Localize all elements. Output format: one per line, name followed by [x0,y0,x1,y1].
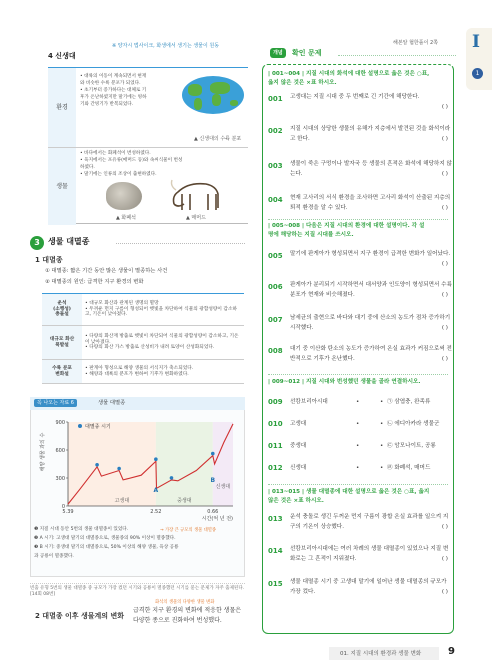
exam-footnote: 빈출 유형 5번의 생물 대멸종 중 규모가 가장 컸던 시기와 공룡이 멸종했던 시기를 묻는 문제가 자주 출제된다. [14회 08번] [30,583,245,597]
footer-chapter: 01. 지질 시대의 환경과 생물 변화 [340,651,422,657]
table-row [42,294,244,326]
graph-note: ❶ 지질 시대 동안 5번의 생물 대멸종이 있었다. [34,527,129,532]
paleozoic-band [68,422,156,506]
section2-title: 2 대멸종 이후 생물계의 변화 [35,612,125,620]
table-row [42,326,244,360]
y-tick-label: 600 [55,448,65,454]
extinction-point [154,457,158,461]
question-014: 014 선캄브리아시대에는 여러 차례의 생물 대멸종이 있었으나 지질 변화로는 그 흔적이 지워졌다. ( ) [268,546,449,562]
question-004: 004 현재 고사리의 서식 환경을 조사하면 고사리 화석이 산출된 지층의 퇴적 환경을 알 수 있다. ( ) [268,195,451,211]
world-map-image [182,76,244,114]
x-tick-label: 2.52 [150,509,162,515]
extinction-chart [38,414,243,524]
bullet: • 말기에는 인류의 조상이 출현하였다. [80,171,157,177]
y-tick-label: 300 [55,476,65,482]
cause-text: • 대규모 화산과 관계된 생명의 멸망 • 두꺼운 먼지 구름이 형성되어 햇빛을 차단하여 식물의 광합성량이 감소하고, 기온이 낮아졌다. [82,294,244,326]
env-bullets [80,74,178,108]
fossil1-caption: ▲ 화폐석 [116,215,136,221]
question-002: 002 지질 시대의 상당한 생물의 유해가 지층에서 발견된 것을 화석이라고 한다. ( ) [268,126,451,142]
question-001: 001 고생대는 지질 시대 중 두 번째로 긴 기간에 해당한다. ( ) [268,94,448,110]
graph-tag-bar [30,397,245,410]
bio-label: 생물 [48,148,76,225]
cenozoic-band [210,422,233,506]
section3-title: 생물 대멸종 [48,237,90,246]
section3-header [30,236,245,250]
chapter-roman: I [472,32,480,52]
bullet: • 육지에서는 포유류(매머드 등)와 속씨식물이 번성 [80,157,183,163]
cause-text: • 판게아 형성으로 해양 생물의 서식지가 축소되었다. • 해양과 대륙의 분포가 변하여 기후가 변화하였다. [82,360,244,384]
section3-number: 3 [30,236,44,250]
question-015: 015 생물 대멸종 시기 중 고생대 말기에 일어난 생물 대멸종의 규모가 가장 컸다. ( ) [268,579,448,595]
graph-note: 과 공룡이 멸종했다. [34,554,74,559]
bullet: 후가 온난하였지만 말기에는 빙하 [80,94,147,100]
check-title: 확인 문제 [292,49,322,57]
bio-bullets [80,151,245,179]
check-header [258,48,456,61]
cause-label: 수륙 분포 변화설 [42,360,82,384]
env-label: 환경 [48,68,76,147]
map-caption: ▲ 신생대의 수륙 분포 [194,136,242,142]
question-003: 003 생물이 죽은 구멍이나 발자국 등 생물의 흔적은 화석에 해당하지 않는다. ( ) [268,161,452,177]
definition-line: ① 대멸종: 짧은 기간 동안 많은 생물이 멸종하는 사건 [45,268,168,274]
mammoth-skeleton-image [168,178,228,214]
page-number: 9 [448,646,455,657]
bullet: 기와 간빙기가 반복되었다. [80,101,134,107]
era-label: 고생대 [114,498,130,504]
instruction-005-008: | 005~008 | 다음은 지질 시대의 환경에 대한 설명이다. 각 설 명에 해당하는 지질 시대를 쓰시오. [268,223,425,238]
question-013: 013 운석 충돌로 생긴 두꺼운 먼지 구름이 광합 온실 효과를 일으켜 지구의 기온이 상승했다. ( ) [268,514,449,530]
legend-label: 대멸종 시기 [85,424,111,430]
point-label-A: A [153,487,159,494]
section4-title: 4 신생대 [48,52,76,60]
match-010: 010 고생대 • • ㉡ 에디아카라 생물군 [268,420,440,428]
env-row [48,68,248,148]
extinction-point [170,476,174,480]
bullet: 와 비슷한 수륙 분포가 되었다. [80,80,141,86]
question-006: 006 판게아가 분리되기 시작하면서 대서양과 인도양이 형성되면서 수륙 분포가 현재와 비슷해졌다. ( ) [268,282,452,298]
nummulite-fossil-image [106,182,142,210]
match-011: 011 중생대 • • ㉢ 암모나이트, 공룡 [268,442,436,450]
bullet: • 대륙의 이동이 계속되면서 현재 [80,74,147,79]
y-axis-label: 해양 생물 과의 수 [40,432,46,472]
point-label-B: B [210,477,216,484]
cause-text: • 다량의 화산재 방출로 햇빛이 차단되어 식물의 광합성량이 감소하고, 기온이 낮아졌다. • 다량의 화산 가스 방출로 산성비가 내려 토양이 산성화되었다. [82,326,244,360]
bullet: • 초기부터 증가하다는 대체로 기 [80,87,147,93]
match-009: 009 선캄브리아시대 • • ㉠ 삼엽충, 완족류 [268,398,431,406]
cenozoic-table [48,67,248,224]
question-008: 008 대기 중 이산화 탄소의 농도가 증가하여 온실 효과가 커짐으로써 전반적으로 기후가 온난했다. ( ) [268,346,452,362]
extinction-point [211,452,215,456]
graph-note: ❸ B 시기: 중생대 말기의 대멸종으로, 50% 이상의 해양 생물, 육상 공룡 [34,545,179,550]
x-tick-label: 0.66 [207,509,219,515]
graph-tag: 꼭 나오는 자료 6 [34,399,77,407]
instruction-001-004: | 001~004 | 지질 시대의 화석에 대한 설명으로 옳은 것은 ○표, 옳지 않은 것은 ×표 하시오. [268,71,430,86]
bio-row [48,148,248,225]
era-label: 중생대 [177,498,192,504]
fossil2-caption: ▲ 매머드 [186,215,206,221]
bullet: • 바다에서는 화폐석이 번성하였다. [80,151,151,156]
y-tick-label: 0 [61,504,65,510]
extinction-point [117,467,121,471]
graph-note: ❷ A 시기: 고생대 말기의 대멸종으로, 생물종의 90% 이상이 멸종했다. [34,536,176,541]
cause-label: 운석 (소행성) 충돌설 [42,294,82,326]
chapter-tab [466,28,492,90]
graph-side-note: → 가장 큰 규모의 생물 대멸종 [160,528,217,533]
cause-label: 대규모 화산 폭발설 [42,326,82,360]
book-label: 해본알 협한플이 2쪽 [393,40,439,46]
section2-note: 화석의 생물의 다양한 생물 변화 [155,600,215,605]
era-label: 신생대 [215,484,231,490]
definition-title: 1 대멸종 [35,256,63,264]
check-tag: 개념 [270,48,286,58]
table-row [42,360,244,384]
definition-line: ② 대멸종의 원인: 급격한 지구 환경의 변화 [45,279,144,285]
instruction-013-015: | 013~015 | 생물 대멸종에 대한 설명으로 옳은 것은 ○표, 옳지 않은 것은 ×표 하시오. [268,489,430,504]
extinction-point [95,463,99,467]
question-007: 007 남세균의 출현으로 바다와 대기 중에 산소의 농도가 점차 증가하기 시작했다. ( ) [268,315,451,331]
x-tick-label: 5.39 [62,509,74,515]
x-axis-label: 시간(억 년 전) [201,516,233,522]
instruction-009-012: | 009~012 | 지질 시대와 번성했던 생물을 골라 연결하시오. [268,379,421,385]
graph-title: 생물 대멸종 [98,400,126,406]
top-note: ※ 양자시 법사이크, 화생에서 생기는 생물이 원동 [112,43,220,49]
y-tick-label: 900 [55,420,65,426]
section2-body: 급격한 지구 환경의 변화에 적응한 생물은 다양한 종으로 진화하여 번성했다. [133,607,242,624]
question-005: 005 말기에 판게아가 형성되면서 지구 환경이 급격한 변화가 일어났다. ( ) [268,251,451,267]
legend-marker [78,424,82,428]
extinction-cause-table [42,293,244,384]
match-012: 012 신생대 • • ㉣ 화폐석, 매머드 [268,464,431,472]
bullet: 하였다. [80,164,95,170]
chapter-number: 1 [472,68,483,79]
